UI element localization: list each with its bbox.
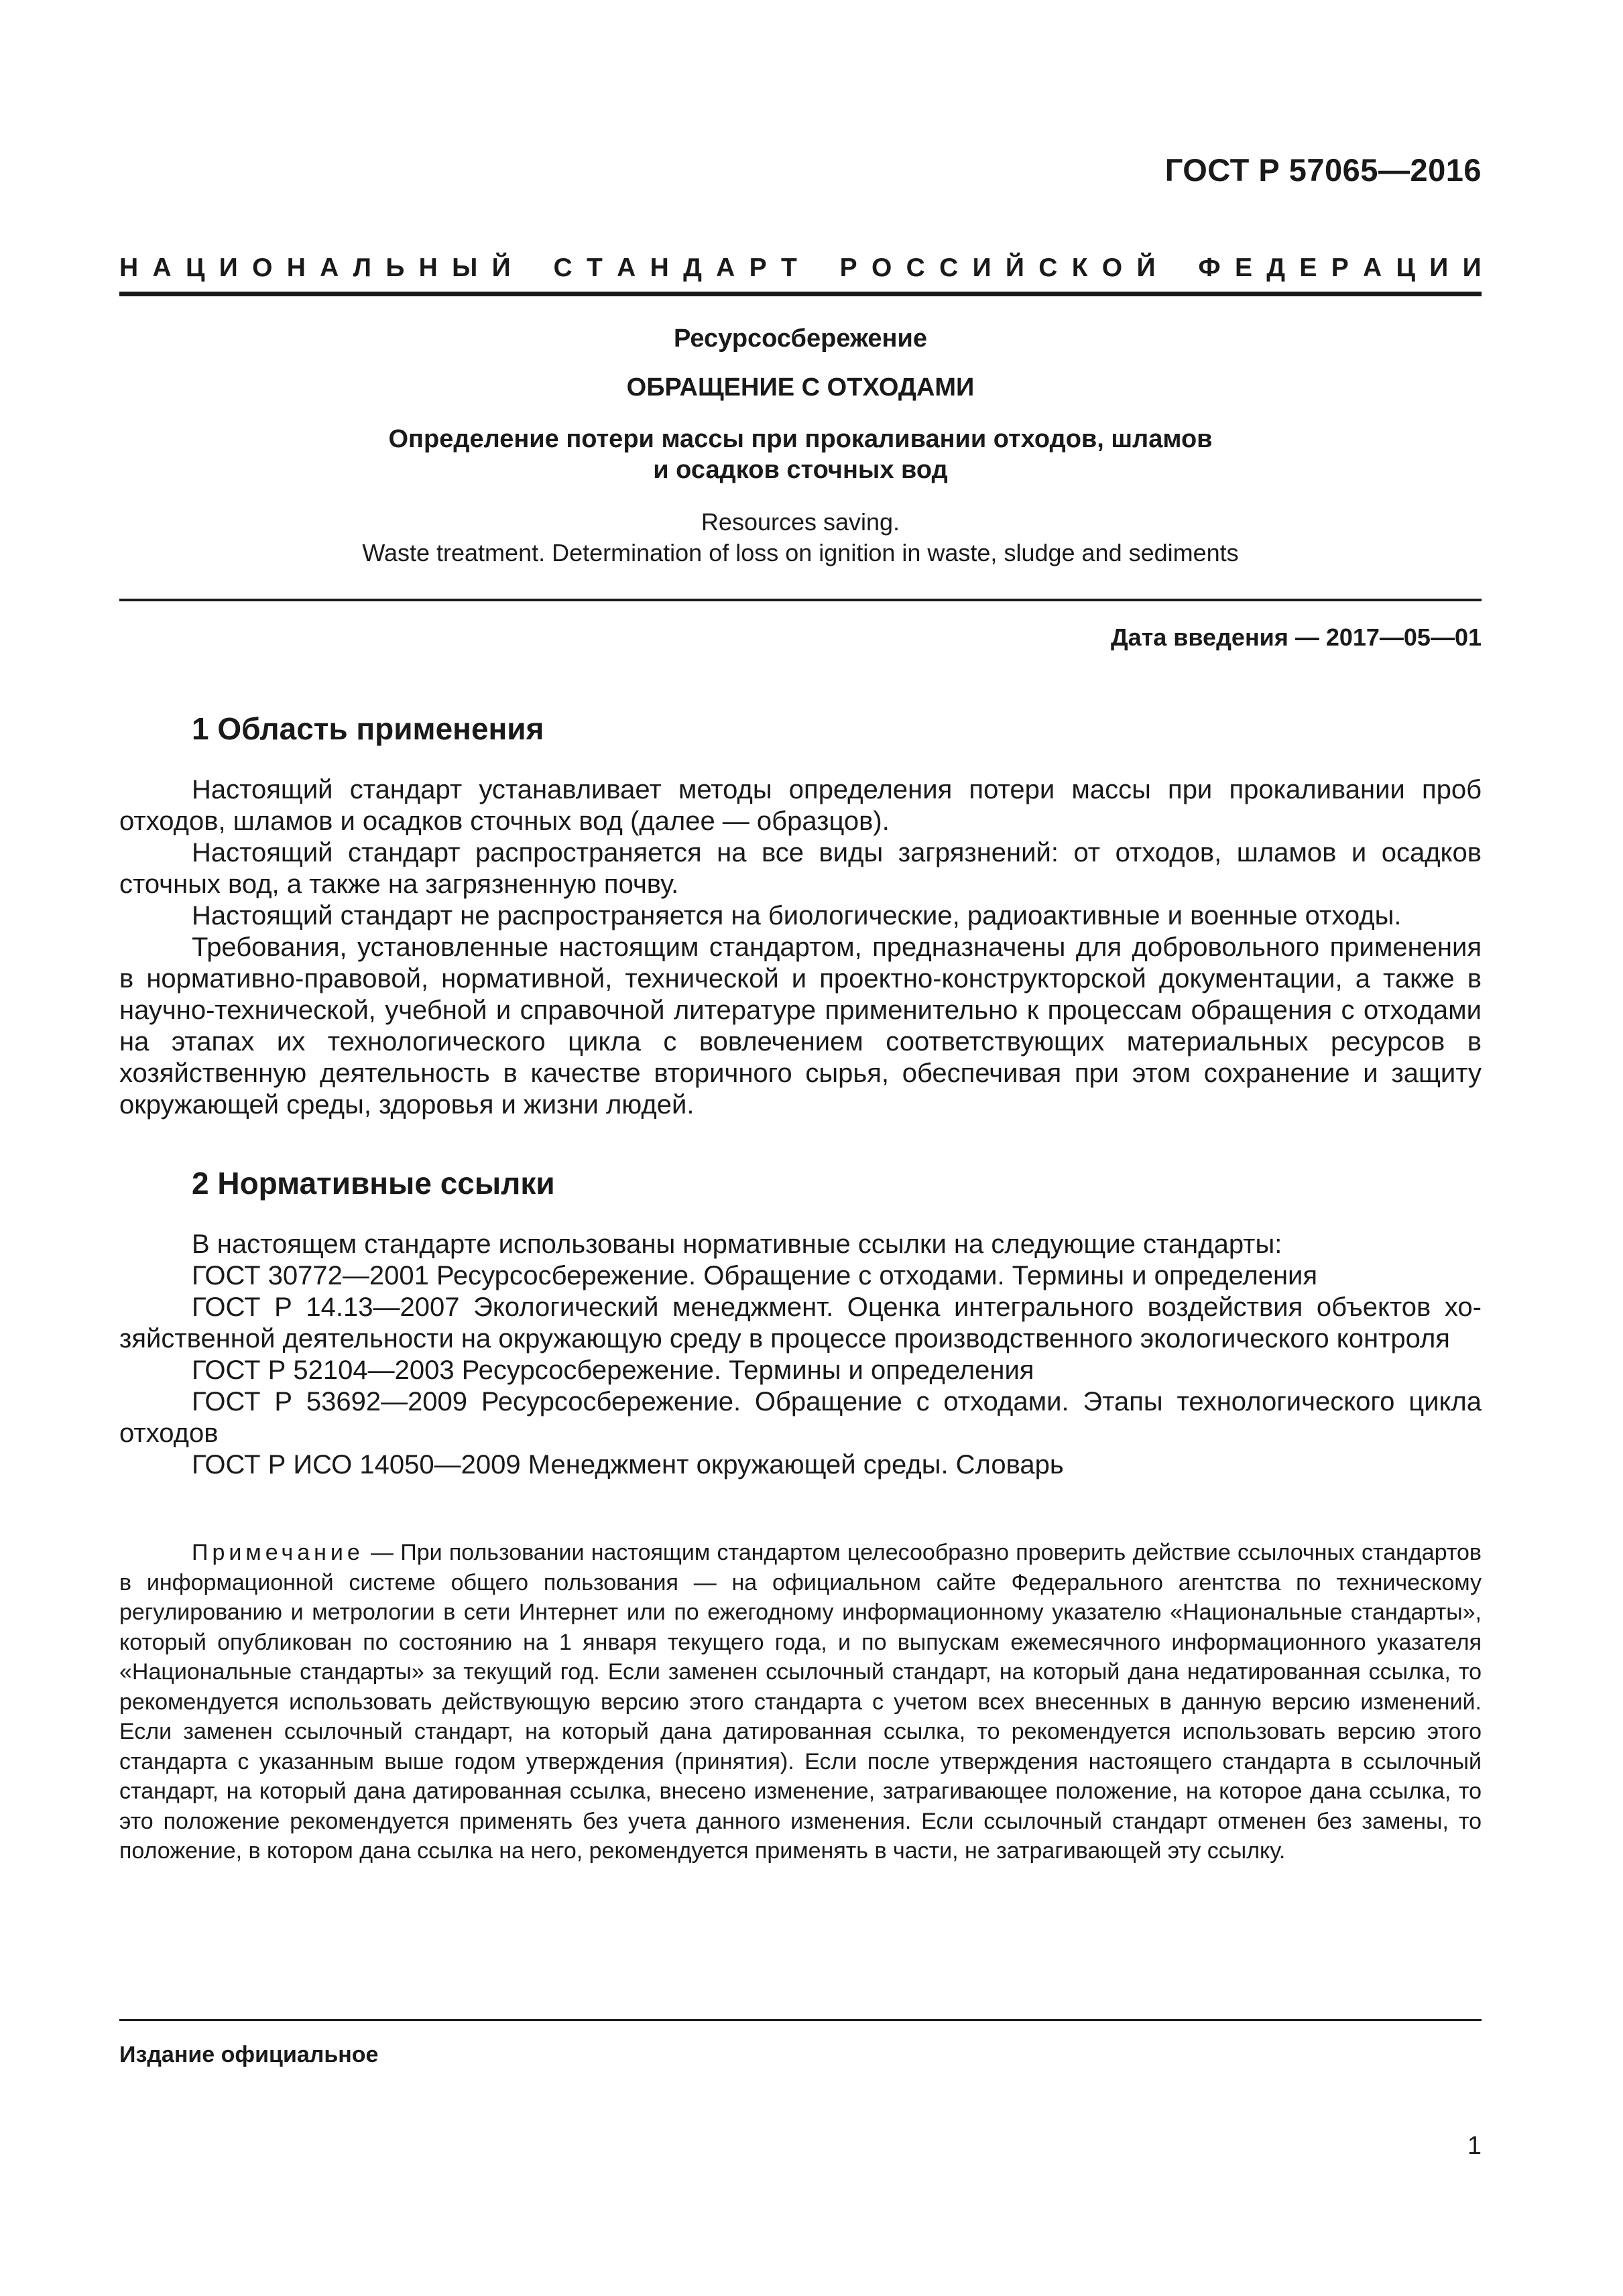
official-edition-label: Издание официальное — [119, 2042, 379, 2067]
banner-letter: Ь — [385, 253, 405, 282]
footer-rule — [119, 2019, 1482, 2021]
banner-letter: Е — [1299, 253, 1317, 282]
banner-letter: Ы — [452, 253, 478, 282]
banner-letter: Й — [1005, 253, 1024, 282]
banner-word — [554, 253, 797, 283]
paragraph: Настоящий стандарт распространяется на все виды загрязнений: от отходов, шламов и осадков сточных вод, а также на загрязненную почву. — [119, 838, 1482, 899]
document-id: ГОСТ Р 57065—2016 — [1164, 152, 1482, 188]
banner-word — [119, 253, 511, 283]
header-rule — [119, 292, 1482, 296]
banner-letter: Н — [286, 253, 306, 282]
banner-letter: О — [871, 253, 892, 282]
title-line-3a: Определение потери массы при прокаливании отходов, шламов — [388, 425, 1213, 453]
paragraph: В настоящем стандарте использованы нормативные ссылки на следующие стандарты: — [192, 1229, 1282, 1259]
banner-letter: Л — [353, 253, 372, 282]
banner-letter: Ц — [185, 253, 205, 282]
introduction-date: Дата введения — 2017—05—01 — [1110, 623, 1482, 651]
title-line-3 — [119, 424, 1482, 485]
paragraph: Настоящий стандарт устанавливает методы определения потери массы при прокаливании проб отходов, шламов и осадков сточных вод (далее — образцов). — [119, 775, 1482, 836]
note — [119, 1538, 1482, 1866]
banner-letter: А — [617, 253, 636, 282]
banner-letter: Д — [1266, 253, 1286, 282]
banner-letter: Т — [780, 253, 797, 282]
reference-item: ГОСТ 30772—2001 Ресурсосбережение. Обращение с отходами. Термины и определения — [192, 1261, 1318, 1290]
banner-letter: И — [1429, 253, 1449, 282]
title-line-1: Ресурсосбережение — [674, 324, 927, 353]
banner-letter: А — [320, 253, 339, 282]
banner-letter: Н — [650, 253, 669, 282]
national-standard-banner — [119, 253, 1482, 283]
reference-item: ГОСТ Р 52104—2003 Ресурсосбережение. Термины и определения — [192, 1355, 1034, 1385]
english-title — [119, 507, 1482, 568]
banner-letter: Ф — [1198, 253, 1221, 282]
title-line-2: ОБРАЩЕНИЕ С ОТХОДАМИ — [626, 373, 975, 402]
banner-letter: Н — [418, 253, 438, 282]
banner-letter: Ц — [1396, 253, 1415, 282]
banner-letter: Т — [587, 253, 603, 282]
banner-letter: Р — [1331, 253, 1349, 282]
banner-letter: С — [906, 253, 925, 282]
banner-letter: Й — [1136, 253, 1156, 282]
banner-letter: Н — [119, 253, 139, 282]
banner-word — [840, 253, 1156, 283]
english-title-line-2: Waste treatment. Determination of loss on ignition in waste, sludge and sediments — [362, 539, 1239, 566]
banner-word — [1198, 253, 1481, 283]
banner-letter: Д — [683, 253, 702, 282]
banner-letter: Р — [749, 253, 767, 282]
banner-letter: А — [716, 253, 735, 282]
banner-letter: С — [1038, 253, 1058, 282]
section-1-body — [119, 774, 1482, 1121]
banner-letter: О — [252, 253, 273, 282]
page-number: 1 — [1467, 2132, 1482, 2160]
banner-letter: К — [1071, 253, 1088, 282]
banner-letter: И — [219, 253, 238, 282]
reference-item: ГОСТ Р ИСО 14050—2009 Менеджмент окружающей среды. Словарь — [192, 1450, 1064, 1479]
title-rule — [119, 599, 1482, 601]
section-2-body — [119, 1229, 1482, 1481]
title-line-3b: и осадков сточных вод — [653, 456, 948, 484]
banner-letter: А — [152, 253, 172, 282]
english-title-line-1: Resources saving. — [701, 508, 900, 536]
reference-item: ГОСТ Р 53692—2009 Ресурсосбережение. Обращение с отходами. Этапы технологического цикла отходов — [119, 1387, 1482, 1448]
banner-letter: И — [1462, 253, 1482, 282]
banner-letter: С — [553, 253, 573, 282]
banner-letter: С — [939, 253, 959, 282]
banner-letter: Й — [491, 253, 511, 282]
banner-letter: Е — [1234, 253, 1252, 282]
paragraph: Требования, установленные настоящим стандартом, предназначены для добровольного применения в нормативно-правовой, нормативной, технической и проектно-конструкторской документации, а также в научно-технической, учебной и справочной литературе применительно к процессам обращения с отходами на этапах их технологического цикла с вовлечением соответствующих материальных ресурсов в хозяйственную деятельность в качестве вторичного сырья, обеспечивая при этом сохранение и защиту окружающей среды, здоровья и жизни людей. — [119, 932, 1482, 1120]
reference-item: ГОСТ Р 14.13—2007 Экологический менеджмент. Оценка интегрального воздействия объектов хозяйственной деятельности на окружающую среду в процессе производственного экологического контроля — [119, 1292, 1482, 1353]
section-1-heading: 1 Область применения — [192, 711, 544, 746]
banner-letter: И — [972, 253, 991, 282]
section-2-heading: 2 Нормативные ссылки — [192, 1166, 555, 1201]
paragraph: Настоящий стандарт не распространяется на биологические, радиоактивные и военные отходы. — [192, 901, 1402, 930]
banner-letter: А — [1363, 253, 1382, 282]
banner-letter: О — [1101, 253, 1123, 282]
note-text: — При пользовании настоящим стандартом целесообразно проверить действие ссылочных стандартов в информационной системе общего пользования — на официальном сайте Федерального агентства по техническому регулированию и метрологии в сети Интернет или по ежегодному информационному указателю «Национальные стандарты», который опубликован по состоянию на 1 января текущего года, и по выпускам ежемесячного информационного указателя «Национальные стандарты» за текущий год. Если заменен ссылочный стандарт, на который дана недатированная ссылка, то рекомендуется использовать действующую версию этого стандарта с учетом всех внесенных в данную версию изменений. Если заменен ссылочный стандарт, на который дана датированная ссылка, то рекомендуется использовать версию этого стандарта с указанным выше годом утверждения (принятия). Если после утверждения настоящего стандарта в ссылочный стандарт, на который дана датированная ссылка, внесено изменение, затрагивающее положение, на которое дана ссылка, то это положение рекомендуется применять без учета данного изменения. Если ссылочный стандарт отменен без замены, то положение, в котором дана ссылка на него, рекомендуется применять в части, не затрагивающей эту ссылку. — [119, 1540, 1482, 1864]
banner-letter: Р — [839, 253, 857, 282]
note-label: Примечание — [192, 1540, 364, 1565]
